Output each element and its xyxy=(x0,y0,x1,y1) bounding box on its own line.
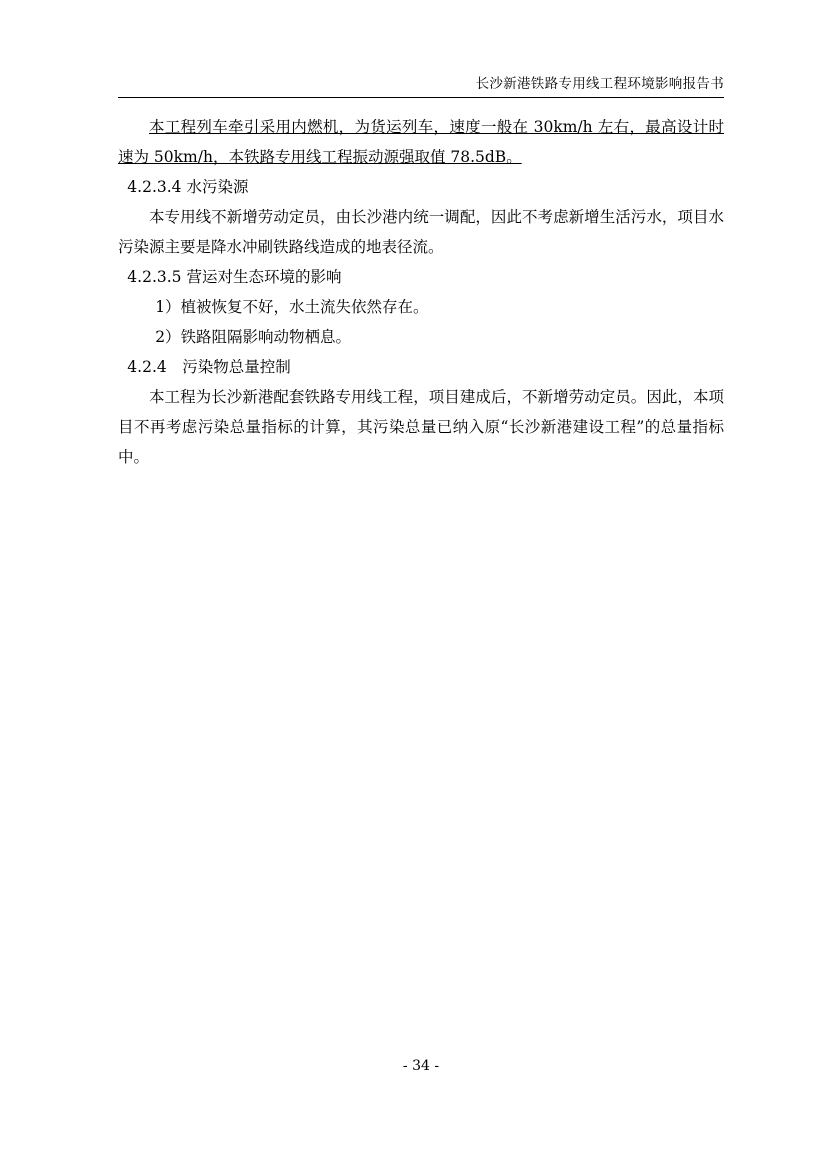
paragraph-vibration-source: 本工程列车牵引采用内燃机，为货运列车，速度一般在 30km/h 左右，最高设计时速为 50km/h，本铁路专用线工程振动源强取值 78.5dB。 xyxy=(118,118,724,166)
list-item-eco-2: 2）铁路阻隔影响动物栖息。 xyxy=(155,328,352,346)
paragraph-water-pollution: 本专用线不新增劳动定员，由长沙港内统一调配，因此不考虑新增生活污水，项目水污染源主要是降水冲刷铁路线造成的地表径流。 xyxy=(118,208,724,256)
heading-ecological-impact: 4.2.3.5 营运对生态环境的影响 xyxy=(127,268,342,286)
heading-water-pollution-source: 4.2.3.4 水污染源 xyxy=(127,178,249,196)
paragraph-total-control: 本工程为长沙新港配套铁路专用线工程，项目建成后，不新增劳动定员。因此，本项目不再考虑污染总量指标的计算，其污染总量已纳入原“长沙新港建设工程”的总量指标中。 xyxy=(118,388,724,466)
document-body xyxy=(118,112,724,472)
page-header: 长沙新港铁路专用线工程环境影响报告书 xyxy=(475,76,724,92)
header-divider-rule xyxy=(118,97,724,98)
list-item-eco-1: 1）植被恢复不好，水土流失依然存在。 xyxy=(155,298,429,316)
heading-pollutant-total-control: 4.2.4 污染物总量控制 xyxy=(127,358,291,376)
page-number-footer: - 34 - xyxy=(402,1058,440,1074)
page-content-area xyxy=(118,0,724,1169)
